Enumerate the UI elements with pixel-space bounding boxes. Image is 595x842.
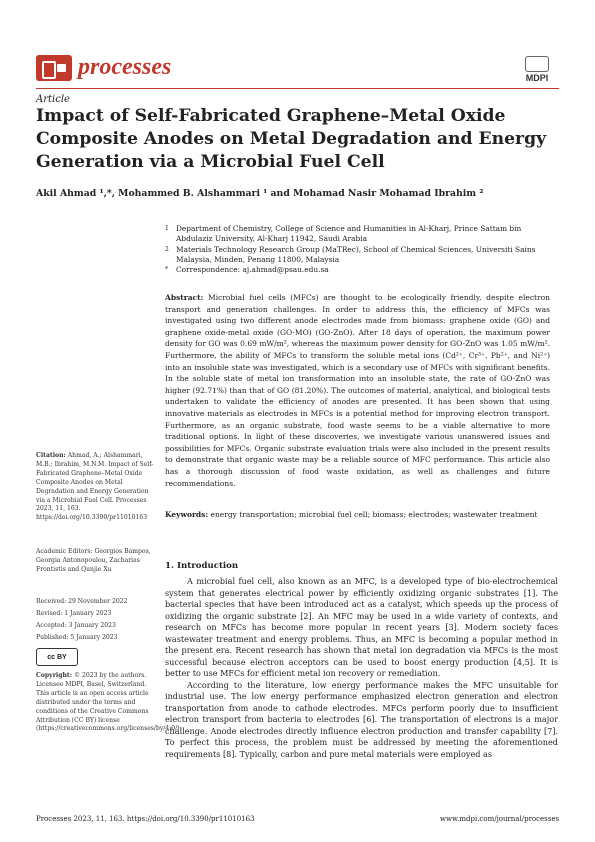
correspondence: * Correspondence: aj.ahmad@psau.edu.sa xyxy=(165,265,329,274)
footer-journal-url[interactable]: www.mdpi.com/journal/processes xyxy=(440,815,560,823)
affiliation-2: 2 Materials Technology Research Group (MaTRec), School of Chemical Sciences, Universiti Sains Malaysia, Minden, Penang 11800, Malaysia xyxy=(165,245,536,264)
abstract-text: Microbial fuel cells (MFCs) are thought to be ecologically friendly, despite electron transport and generation challenges. In order to address this, the efficiency of MFCs was investigated using two different anode electrodes made from biomass: graphene oxide (GO) and graphene oxide-metal oxide (GO-MO) (GO-ZnO). After 18 days of operation, the maximum power density for GO was 0.69 mW/m², whereas the maximum power density for GO-ZnO was 1.05 mW/m². Furthermore, the ability of MFCs to transform the soluble metal ions (Cd²⁺, Cr³⁺, Pb²⁺, and Ni²⁺) into an insoluble state was investigated, which is a secondary use of MFCs with significant benefits. In the soluble state of metal ion transformation into an insoluble state, the rate of GO-ZnO was higher (92.71%) than that of GO (81.20%). The outcomes of material, analytical, and biological tests undertaken to validate the efficiency of anodes are presented. It has been shown that using innovative materials as electrodes in MFCs is a potential method for improving electron transport. Furthermore, as an organic substrate, food waste seems to be a viable alternative to more traditional options. In light of these discoveries, we investigate various unanswered issues and possibilities for MFCs. Organic substrate evaluation trials were also included in the present results to demonstrate that organic waste may be a reliable source of MFC performance. This article also has a thorough discussion of food waste oxidation, as well as challenges and future recommendations. xyxy=(165,293,550,488)
abstract xyxy=(165,292,550,489)
article-type: Article xyxy=(36,94,70,105)
affiliation-1: 1 Department of Chemistry, College of Science and Humanities in Al-Kharj, Prince Sattam bin Abdulaziz University, Al-Kharj 11942, Saudi Arabia xyxy=(165,224,522,243)
journal-name: processes xyxy=(78,54,172,80)
academic-editors: Academic Editors: Georgios Bampos, Georgia Antonopoulou, Zacharias Frontistis and Qunjie Xu xyxy=(36,548,151,573)
mdpi-hexagon-icon xyxy=(525,56,549,72)
copyright-block xyxy=(36,672,182,734)
author-list: Akil Ahmad ¹,*, Mohammed B. Alshammari ¹ and Mohamad Nasir Mohamad Ibrahim ² xyxy=(36,188,484,199)
journal-logo-icon xyxy=(36,55,72,81)
section-heading: 1. Introduction xyxy=(165,561,239,571)
date-received: Received: 29 November 2022 xyxy=(36,598,128,605)
abstract-label: Abstract: xyxy=(165,293,204,302)
publisher-name: MDPI xyxy=(525,73,549,83)
date-revised: Revised: 1 January 2023 xyxy=(36,610,112,617)
date-published: Published: 5 January 2023 xyxy=(36,634,118,641)
header-rule xyxy=(36,88,559,89)
cc-by-license-icon[interactable]: cc BY xyxy=(36,648,78,666)
keywords xyxy=(165,510,550,519)
paragraph: According to the literature, low energy performance makes the MFC unsuitable for industrial use. The low energy performance emphasized electron generation and electron transportation from anode to cathode electrodes. MFCs perform poorly due to insufficient electron transport from bacteria to electrodes [6]. The transportation of electrons is a major challenge. Anode electrodes directly influence electron production and transfer capability [7]. To perfect this process, the problem must be addressed by meeting the aforementioned requirements [8]. Typically, carbon and pure metal materials were employed as xyxy=(165,679,558,759)
publisher-logo xyxy=(515,56,559,82)
keywords-label: Keywords: xyxy=(165,510,209,519)
keywords-text: energy transportation; microbial fuel cell; biomass; electrodes; wastewater treatment xyxy=(210,510,538,519)
copyright-text: © 2023 by the authors. Licensee MDPI, Basel, Switzerland. This article is an open access article distributed under the terms and conditions of the Creative Commons Attribution (CC BY) license (https://creativecommons.org/licenses/by/4.0/). xyxy=(36,672,182,733)
footer-citation: Processes 2023, 11, 163. https://doi.org/10.3390/pr11010163 xyxy=(36,815,255,823)
paper-title: Impact of Self-Fabricated Graphene–Metal Oxide Composite Anodes on Metal Degradation and Energy Generation via a Microbial Fuel Cell xyxy=(36,106,547,172)
citation-text: Ahmad, A.; Alshammari, M.B.; Ibrahim, M.N.M. Impact of Self-Fabricated Graphene–Metal Oxide Composite Anodes on Metal Degradation and Energy Generation via a Microbial Fuel Cell. Processes 2023, 11, 163. https://doi.org/10.3390/pr11010163 xyxy=(36,452,154,522)
section-body xyxy=(165,576,558,760)
copyright-label: Copyright: xyxy=(36,672,72,679)
paragraph: A microbial fuel cell, also known as an MFC, is a developed type of bio-electrochemical system that generates electrical power by efficiently oxidizing organic substrates [1]. The bacterial species that have been introduced act as a catalyst, which speeds up the process of oxidizing the organic substrate [2]. An MFC may be used in a wide variety of contexts, and research on MFCs has become more popular in recent years [3]. Modern society faces wastewater treatment and energy problems. Thus, an MFC is becoming a popular method in the present era. Recent research has shown that metal ion degradation via MFCs is the most successful because electron acceptors can be used to boost energy production [4,5]. It is better to use MFCs for efficient metal ion recovery or remediation. xyxy=(165,576,558,678)
citation-block xyxy=(36,452,154,523)
date-accepted: Accepted: 3 January 2023 xyxy=(36,622,116,629)
citation-label: Citation: xyxy=(36,452,66,459)
